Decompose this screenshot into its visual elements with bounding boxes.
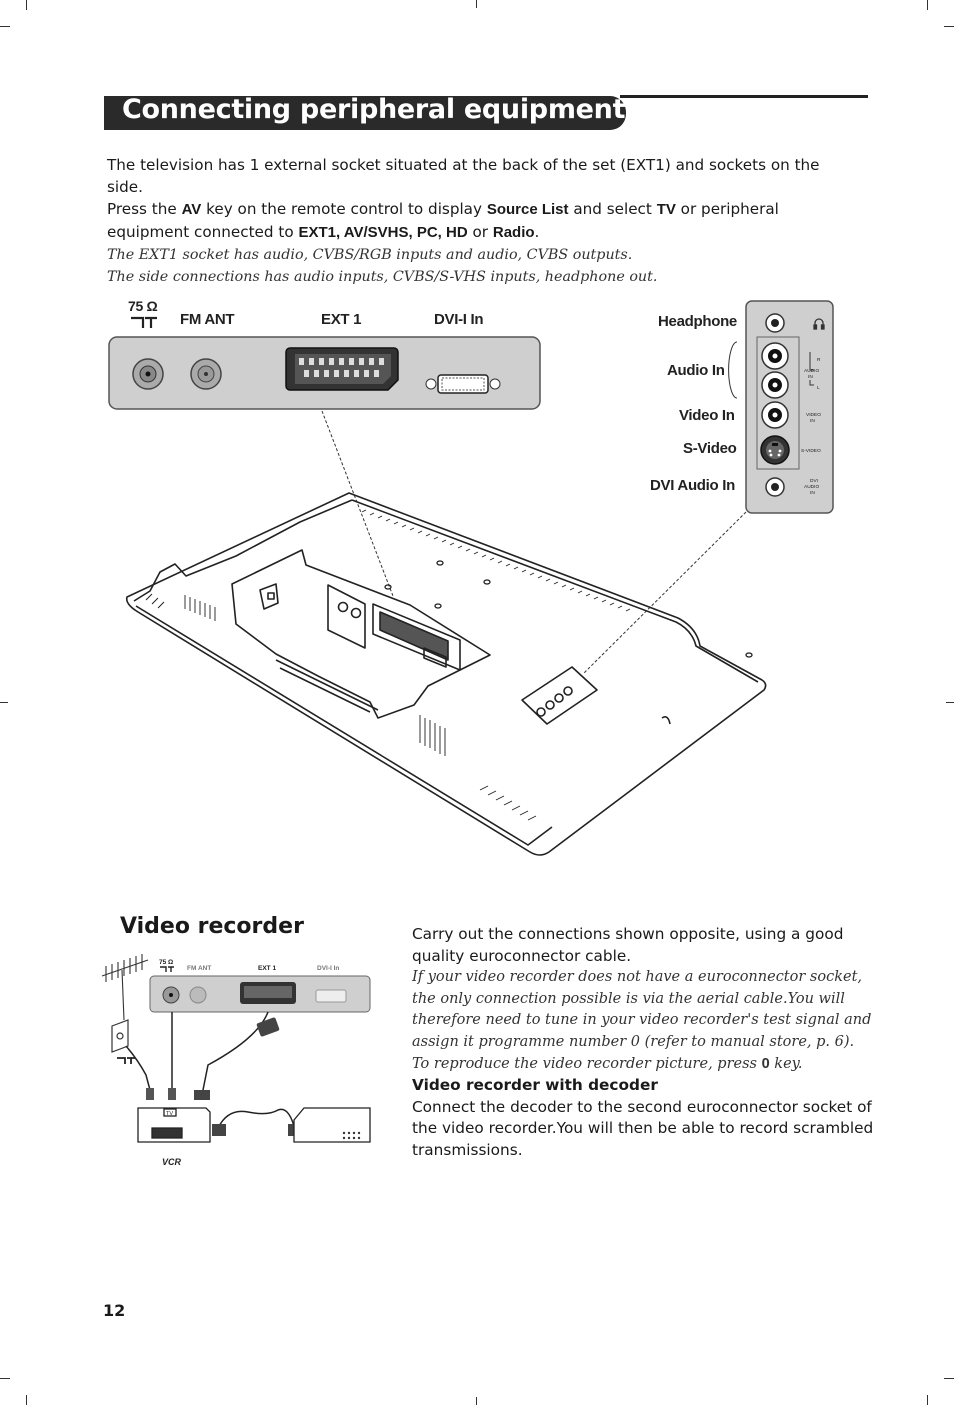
- vr-paragraph-2: Connect the decoder to the second euroconnector socket of the video recorder.You will then be able to record scrambled transmissions.: [412, 1097, 874, 1159]
- intro-note-2: The side connections has audio inputs, CVBS/S-VHS inputs, headphone out.: [107, 269, 658, 285]
- vr-italic-2: To reproduce the video recorder picture, press 0 key.: [412, 1055, 803, 1072]
- side-small-video: VIDEO: [806, 413, 821, 418]
- dvi-audio-label: DVI Audio In: [650, 477, 736, 494]
- audio-in-bracket: [729, 342, 737, 398]
- vr-subheading: Video recorder with decoder: [412, 1076, 658, 1095]
- vr-paragraph-1: Carry out the connections shown opposite, using a good quality euroconnector cable.: [412, 925, 844, 965]
- ohm-label: 75 Ω: [128, 298, 158, 314]
- page-number: 12: [103, 1301, 126, 1320]
- headphone-jack: [766, 314, 784, 332]
- radio-option: Radio: [492, 224, 535, 241]
- crop-mark: [0, 1378, 10, 1379]
- vr-italic-1: If your video recorder does not have a euroconnector socket, the only connection possible is via the aerial cable.You will therefore need to tune in your video recorder's test signal and assign it programme number 0 (refer to manual store, p. 6).: [412, 969, 872, 1050]
- sources-list: EXT1, AV/SVHS, PC, HD: [298, 224, 468, 241]
- side-small-r: R: [817, 358, 821, 363]
- page-title: Connecting peripheral equipment: [122, 94, 626, 125]
- decoder-device: [294, 1108, 370, 1142]
- fm-ant-socket: [191, 359, 221, 389]
- audio-in-left-jack: [762, 372, 788, 398]
- audio-in-label: Audio In: [667, 362, 725, 379]
- ext1-scart-socket: [286, 348, 398, 390]
- av-key: AV: [181, 201, 202, 218]
- video-recorder-text: [412, 924, 878, 1162]
- source-list-menu: Source List: [486, 201, 569, 218]
- side-panel: [746, 301, 833, 513]
- tv-option: TV: [656, 201, 676, 218]
- mini-ext1-label: EXT 1: [258, 965, 277, 972]
- s-video-jack: [761, 436, 789, 464]
- dvi-audio-jack: [766, 478, 784, 496]
- crop-mark: [476, 1397, 477, 1405]
- crop-mark: [26, 1395, 27, 1405]
- side-small-svideo: S-VIDEO: [801, 449, 821, 454]
- intro-line-3: equipment connected to EXT1, AV/SVHS, PC, HD or Radio.: [107, 223, 540, 241]
- video-recorder-heading: Video recorder: [120, 914, 304, 939]
- mini-fm-ant-label: FM ANT: [187, 965, 212, 972]
- intro-line-2: Press the AV key on the remote control to display Source List and select TV or peripheral: [107, 200, 779, 218]
- antenna-symbol-icon: [131, 318, 157, 328]
- side-small-audio: AUDIO: [804, 369, 820, 374]
- s-video-label: S-Video: [683, 440, 737, 457]
- fm-ant-label: FM ANT: [180, 311, 235, 328]
- antenna-socket: [133, 359, 163, 389]
- headphone-label: Headphone: [658, 313, 737, 330]
- wall-socket: [112, 1020, 128, 1052]
- intro-note-1: The EXT1 socket has audio, CVBS/RGB inputs and audio, CVBS outputs.: [107, 247, 633, 263]
- audio-in-right-jack: [762, 343, 788, 369]
- vcr-tv-tag: TV: [166, 1111, 174, 1117]
- side-small-video-in: IN: [810, 419, 815, 424]
- zero-key: 0: [761, 1055, 770, 1072]
- vcr-diagram: [98, 950, 388, 1175]
- antenna-symbol-icon: [117, 1058, 135, 1064]
- video-in-label: Video In: [679, 407, 735, 424]
- side-small-dvi: DVI: [810, 479, 818, 484]
- side-small-audio-in: IN: [808, 375, 813, 380]
- dvi-label: DVI-I In: [434, 311, 484, 328]
- antenna-icon: [102, 954, 148, 1020]
- tv-back-illustration: [127, 493, 766, 855]
- intro-line-1: The television has 1 external socket situated at the back of the set (EXT1) and sockets on the side.: [107, 156, 820, 196]
- vcr-label: VCR: [162, 1157, 182, 1167]
- side-small-l: L: [817, 386, 820, 391]
- mini-ohm-label: 75 Ω: [159, 959, 174, 966]
- video-in-jack: [762, 402, 788, 428]
- ext1-label: EXT 1: [321, 311, 362, 328]
- crop-mark: [944, 1378, 954, 1379]
- vcr-device: [138, 1108, 210, 1142]
- crop-mark: [927, 1395, 928, 1405]
- side-small-dvi-audio: AUDIO: [804, 485, 820, 490]
- side-small-dvi-in: IN: [810, 491, 815, 496]
- mini-dvi-label: DVI-I In: [317, 965, 340, 972]
